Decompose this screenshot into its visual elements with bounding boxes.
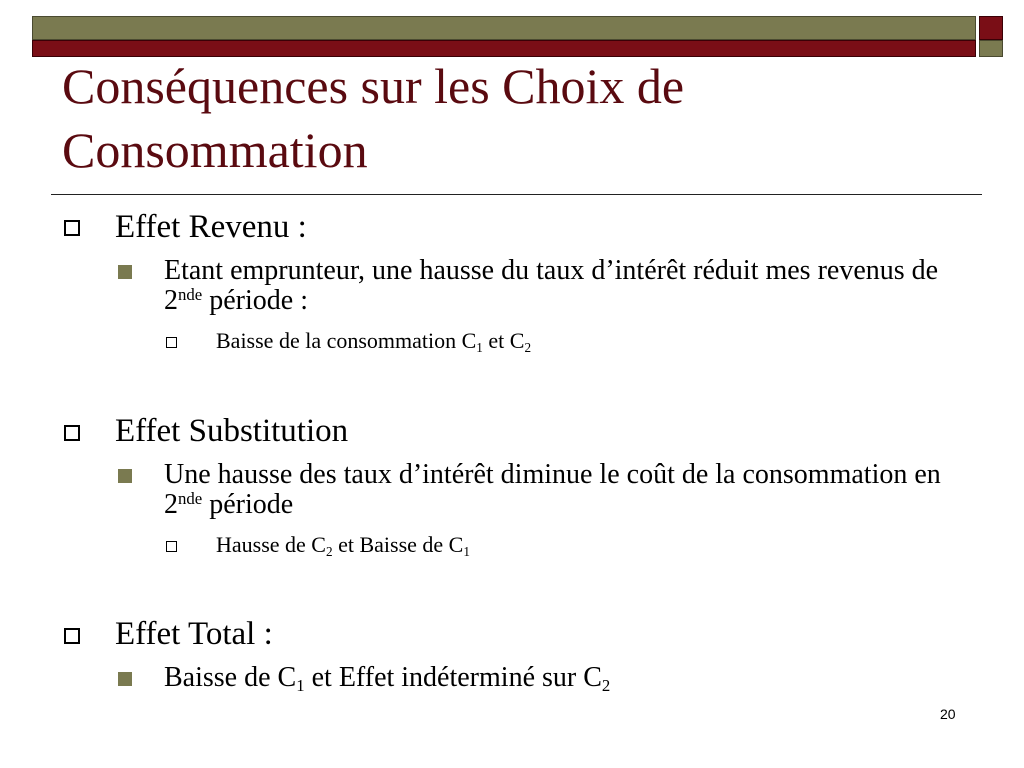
hollow-square-bullet-icon bbox=[64, 425, 80, 441]
detail-subscript: 1 bbox=[463, 543, 470, 559]
small-hollow-square-bullet-icon bbox=[166, 337, 177, 348]
subpoint-superscript: nde bbox=[178, 488, 203, 508]
filled-square-bullet-icon bbox=[118, 469, 132, 483]
filled-square-bullet-icon bbox=[118, 672, 132, 686]
subpoint-text: Une hausse des taux d’intérêt diminue le coût de la consommation en 2 bbox=[164, 459, 941, 520]
detail-subscript: 1 bbox=[476, 339, 483, 355]
subpoint-subscript: 1 bbox=[296, 676, 305, 696]
detail-text: et C bbox=[482, 328, 525, 353]
subpoint-text: Baisse de C bbox=[164, 662, 297, 693]
detail-subscript: 2 bbox=[524, 339, 532, 355]
subpoint-text: période : bbox=[202, 285, 308, 316]
subpoint-subscript: 2 bbox=[601, 676, 611, 696]
slide-title: Conséquences sur les Choix de Consommation bbox=[62, 58, 685, 178]
hollow-square-bullet-icon bbox=[64, 220, 80, 236]
section-detail bbox=[216, 532, 470, 558]
hollow-square-bullet-icon bbox=[64, 628, 80, 644]
subpoint-text: et Effet indéterminé sur C bbox=[304, 662, 602, 693]
page-number: 20 bbox=[940, 706, 956, 722]
detail-text: et Baisse de C bbox=[332, 532, 464, 557]
small-hollow-square-bullet-icon bbox=[166, 541, 177, 552]
subpoint-text: Etant emprunteur, une hausse du taux d’intérêt réduit mes revenus de 2 bbox=[164, 255, 939, 316]
section-subpoint bbox=[164, 662, 964, 696]
subpoint-superscript: nde bbox=[178, 284, 203, 304]
subpoint-text: période bbox=[202, 489, 294, 520]
detail-subscript: 2 bbox=[325, 543, 333, 559]
filled-square-bullet-icon bbox=[118, 265, 132, 279]
section-subpoint bbox=[164, 460, 964, 520]
section-heading: Effet Total : bbox=[115, 616, 273, 652]
section-detail bbox=[216, 328, 531, 354]
detail-text: Hausse de C bbox=[216, 532, 326, 557]
section-heading: Effet Substitution bbox=[115, 413, 349, 449]
section-heading: Effet Revenu : bbox=[115, 209, 307, 245]
section-subpoint bbox=[164, 256, 964, 316]
detail-text: Baisse de la consommation C bbox=[216, 328, 477, 353]
